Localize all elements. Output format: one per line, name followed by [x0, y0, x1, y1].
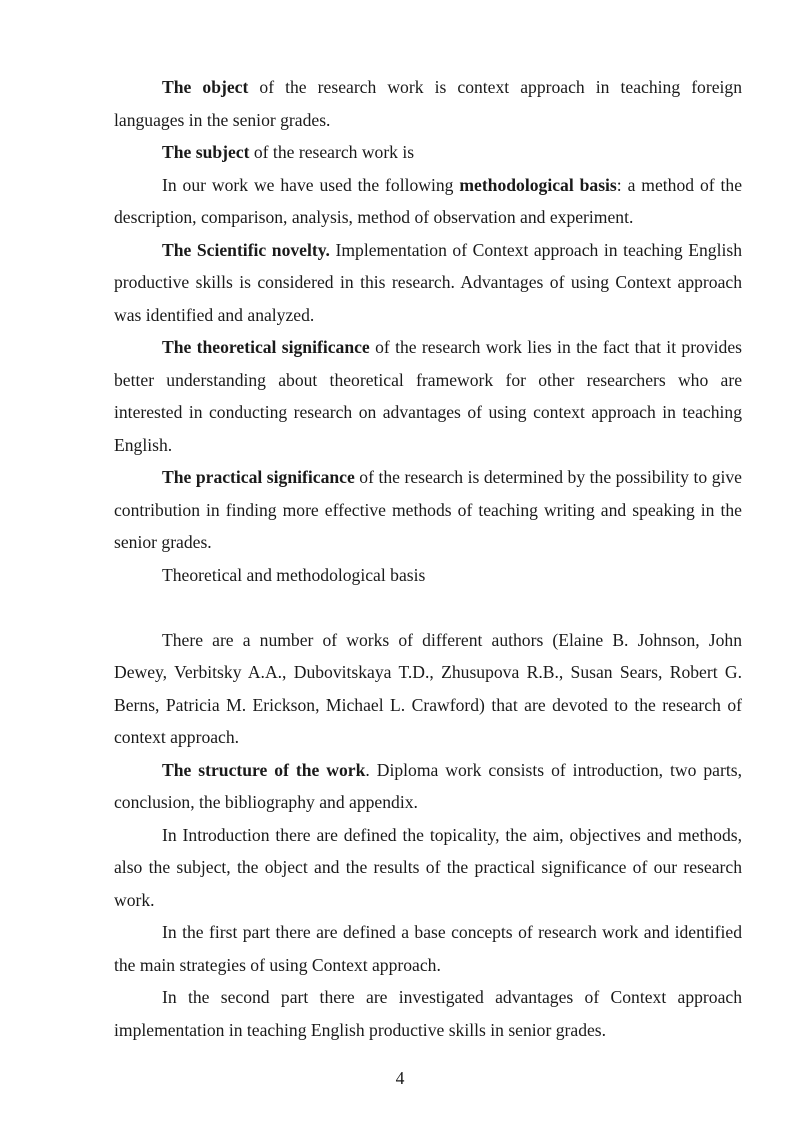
paragraph-object-text: of the research work is context approach in teaching foreign languages in the senior grades.: [114, 77, 742, 130]
paragraph-first-part-text: In the first part there are defined a base concepts of research work and identified the main strategies of using Context approach.: [114, 922, 742, 975]
heading-subject: The subject: [162, 142, 250, 162]
paragraph-theoretical-basis-heading: [114, 559, 742, 592]
paragraph-methodological-pre: In our work we have used the following: [162, 174, 460, 195]
paragraph-introduction-text: In Introduction there are defined the topicality, the aim, objectives and methods, also the subject, the object and the results of the practical significance of our research work.: [114, 824, 742, 910]
paragraph-subject: [114, 136, 742, 169]
heading-methodological-basis: methodological basis: [459, 174, 617, 195]
paragraph-structure-text: . Diploma work consists of introduction, two parts, conclusion, the bibliography and appendix.: [114, 759, 742, 812]
blank-line: [114, 591, 742, 624]
paragraph-theoretical-significance-text: of the research work lies in the fact that it provides better understanding about theoretical framework for other researchers who are interested in conducting research on advantages of using context approach in teaching English.: [114, 337, 742, 455]
page-number: 4: [395, 1068, 405, 1088]
paragraph-methodological-text: : a method of the description, comparison, analysis, method of observation and experiment.: [114, 174, 742, 227]
heading-object: The object: [162, 77, 249, 97]
heading-practical-significance: The practical significance: [162, 467, 355, 487]
paragraph-object: [114, 71, 742, 136]
heading-scientific-novelty: The Scientific novelty.: [162, 239, 330, 260]
paragraph-methodological-basis: [114, 169, 742, 234]
paragraph-first-part: [114, 916, 742, 981]
theoretical-basis-label: Theoretical and methodological basis: [162, 564, 426, 585]
paragraph-scientific-novelty-text: Implementation of Context approach in teaching English productive skills is considered in this research. Advantages of using Context approach was identified and analyzed.: [114, 239, 742, 325]
heading-structure: The structure of the work: [162, 759, 366, 780]
paragraph-second-part-text: In the second part there are investigated advantages of Context approach implementation in teaching English productive skills in senior grades.: [114, 987, 742, 1040]
paragraph-practical-significance-text: of the research is determined by the possibility to give contribution in finding more effective methods of teaching writing and speaking in the senior grades.: [114, 467, 742, 552]
paragraph-authors: [114, 624, 742, 754]
paragraph-structure: [114, 754, 742, 819]
heading-theoretical-significance: The theoretical significance: [162, 337, 370, 357]
paragraph-introduction: [114, 819, 742, 917]
paragraph-second-part: [114, 981, 742, 1046]
paragraph-theoretical-significance: [114, 331, 742, 461]
paragraph-authors-text: There are a number of works of different authors (Elaine B. Johnson, John Dewey, Verbitsky A.A., Dubovitskaya T.D., Zhusupova R.B., Susan Sears, Robert G. Berns, Patricia M. Erickson, Michael L. Crawford) that are devoted to the research of context approach.: [114, 629, 742, 747]
paragraph-practical-significance: [114, 461, 742, 559]
paragraph-scientific-novelty: [114, 234, 742, 332]
paragraph-subject-text: of the research work is: [249, 142, 415, 162]
document-page: [114, 71, 742, 1046]
